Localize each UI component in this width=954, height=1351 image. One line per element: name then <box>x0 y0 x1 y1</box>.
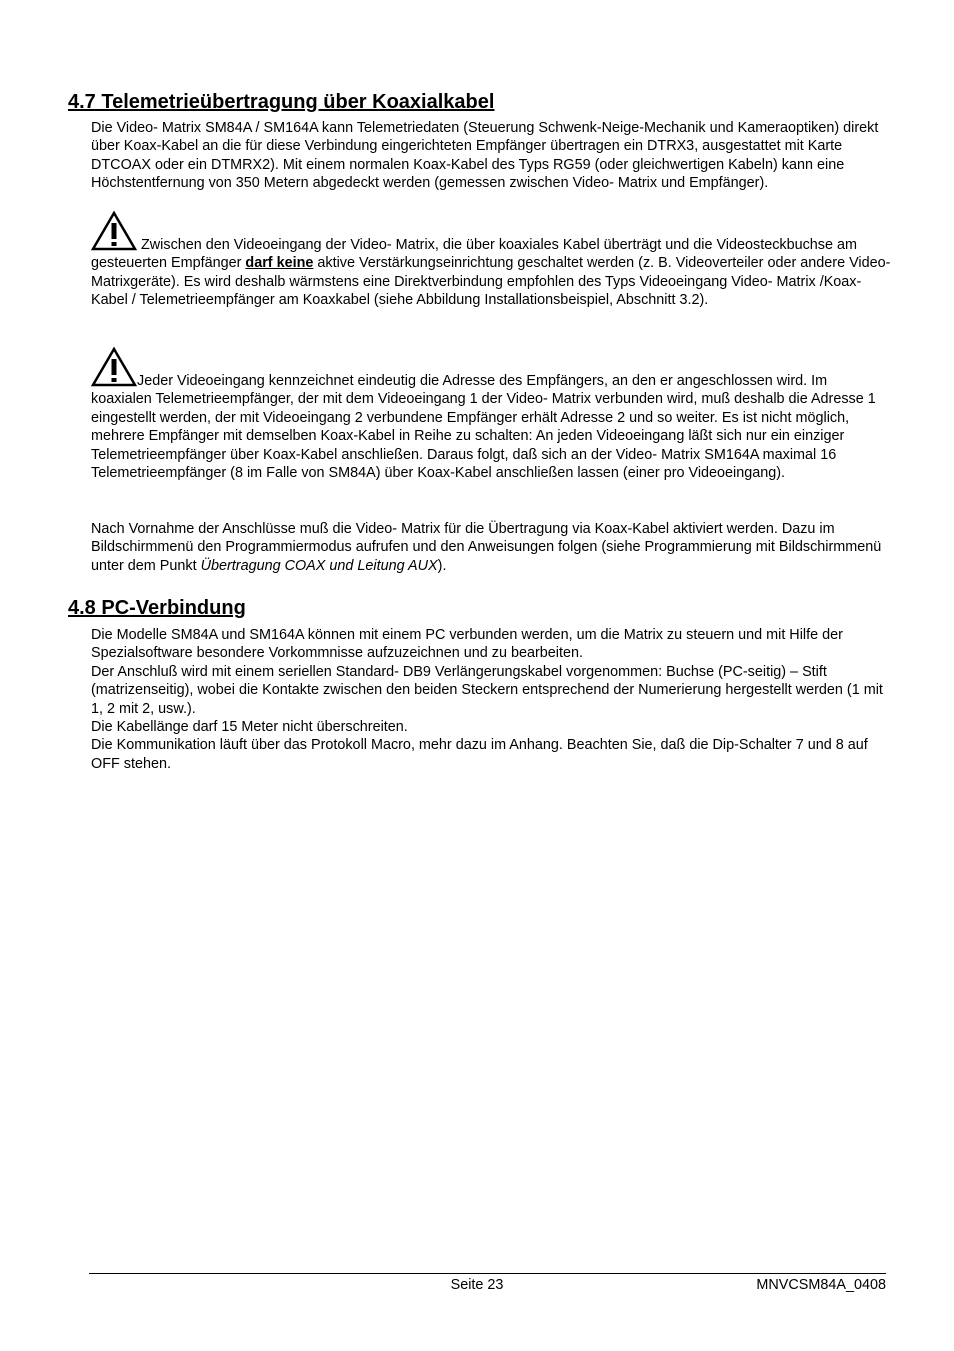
warning-note-address <box>91 347 891 482</box>
pc-line-cable: Der Anschluß wird mit einem seriellen Standard- DB9 Verlängerungskabel vorgenommen: Buchse (PC-seitig) – Stift (matrizenseitig), wobei die Kontakte zwischen den beiden Steckern entsprechend der Numerierung hergestellt werden (1 mit 1, 2 mit 2, usw.). <box>91 663 883 717</box>
pc-line-length: Die Kabellänge darf 15 Meter nicht überschreiten. <box>91 719 408 736</box>
section-heading-4-7: 4.7 Telemetrieübertragung über Koaxialkabel <box>68 91 495 113</box>
section-heading-4-8: 4.8 PC-Verbindung <box>68 597 246 619</box>
paragraph-intro: Die Video- Matrix SM84A / SM164A kann Telemetriedaten (Steuerung Schwenk-Neige-Mechanik und Kameraoptiken) direkt über Koax-Kabel an die für diese Verbindung eingerichteten Empfänger übertragen ein DTRX3, ausgestattet mit Karte DTCOAX oder ein DTMRX2). Mit einem normalen Koax-Kabel des Typs RG59 (oder gleichwertigen Kabeln) kann eine Höchstentfernung von 350 Metern abgedeckt werden (gemessen zwischen Video- Matrix und Empfänger). <box>91 120 879 192</box>
footer-divider <box>89 1273 886 1274</box>
warning-triangle-icon <box>91 347 137 387</box>
warning-text-after: aktive Verstärkungseinrichtung geschaltet werden (z. B. Videoverteiler oder andere Video- Matrixgeräte). Es wird deshalb wärmstens eine Direktverbindung empfohlen des Typs Videoeingang Video- Matrix /Koax-Kabel / Telemetrieempfänger am Koaxkabel (siehe Abbildung Installationsbeispiel, Abschnitt 3.2). <box>91 255 891 309</box>
warning-note-amplifier <box>91 211 891 310</box>
footer-page-number: Seite 23 <box>450 1277 504 1293</box>
paragraph-activation <box>91 520 891 575</box>
pc-connection-block <box>91 626 891 773</box>
activation-text: Nach Vornahme der Anschlüsse muß die Video- Matrix für die Übertragung via Koax-Kabel aktiviert werden. Dazu im Bildschirmmenü den Programmiermodus aufrufen und den Anweisungen folgen (siehe Programmierung mit Bildschirmmenü unter dem Punkt <box>91 521 882 574</box>
pc-line-protocol: Die Kommunikation läuft über das Protokoll Macro, mehr dazu im Anhang. Beachten Sie, daß die Dip-Schalter 7 und 8 auf OFF stehen. <box>91 737 868 772</box>
activation-text-end: ). <box>437 557 447 574</box>
warning-address-text: Jeder Videoeingang kennzeichnet eindeutig die Adresse des Empfängers, an den er angeschlossen wird. Im koaxialen Telemetrieempfänger, der mit dem Videoeingang 1 der Video- Matrix verbunden wird, muß deshalb die Adresse 1 eingestellt werden, der mit Videoeingang 2 verbundene Empfänger erhält Adresse 2 und so weiter. Es ist nicht möglich, mehrere Empfänger mit demselben Koax-Kabel in Reihe zu schalten: An jeden Videoeingang läßt sich nur ein einziger Telemetrieempfänger über Koax-Kabel anschließen. Daraus folgt, daß sich an der Video- Matrix SM164A maximal 16 Telemetrieempfänger (8 im Falle von SM84A) über Koax-Kabel anschließen lassen (einer pro Videoeingang). <box>91 373 876 482</box>
warning-text-before: Zwischen den Videoeingang der Video- Matrix, die über koaxiales Kabel überträgt und die Videosteckbuchse am gesteuerten Empfänger <box>91 237 857 272</box>
pc-line-models: Die Modelle SM84A und SM164A können mit einem PC verbunden werden, um die Matrix zu steuern und mit Hilfe der Spezialsoftware besondere Vorkommnisse aufzuzeichnen und zu bearbeiten. <box>91 627 843 662</box>
warning-triangle-icon <box>91 211 137 251</box>
warning-emphasis: darf keine <box>245 255 314 272</box>
activation-italic: Übertragung COAX und Leitung AUX <box>200 557 438 574</box>
footer-document-code: MNVCSM84A_0408 <box>756 1277 886 1293</box>
